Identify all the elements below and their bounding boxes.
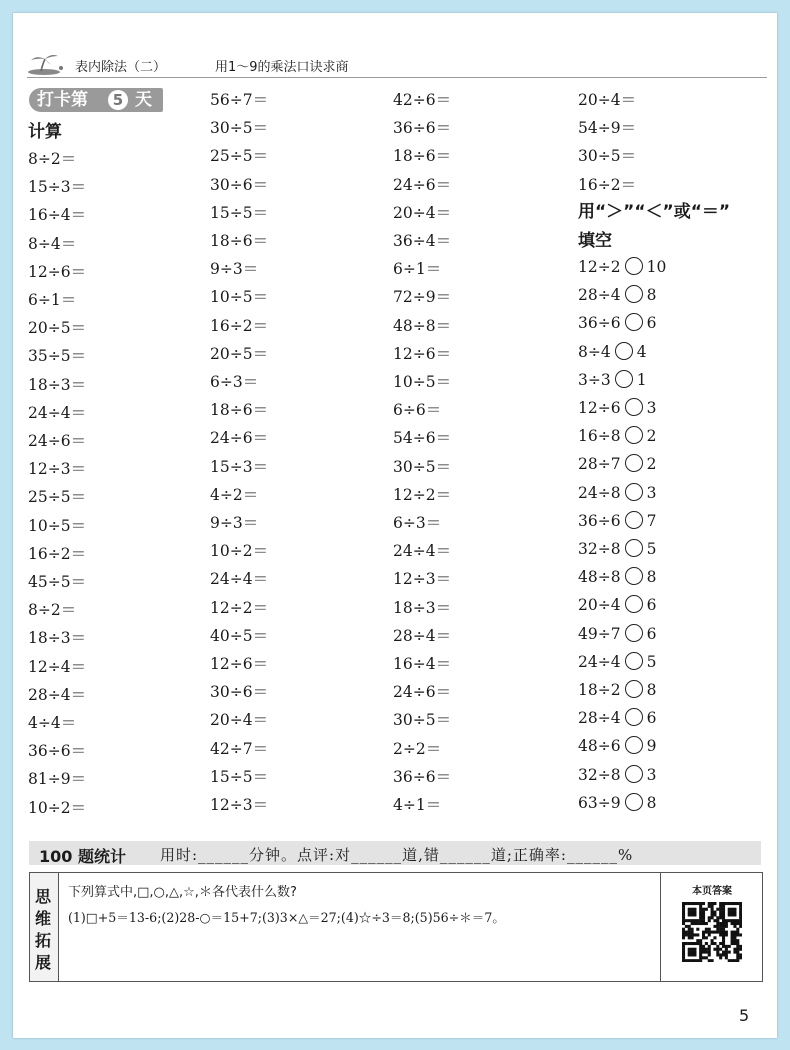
compare-problem <box>578 285 656 304</box>
problem: 56÷7＝ <box>210 91 269 109</box>
compare-right: 7 <box>646 511 657 530</box>
palm-island-logo-icon <box>27 53 65 75</box>
compare-problem <box>578 483 656 502</box>
problem: 16÷2＝ <box>578 175 637 194</box>
compare-right: 8 <box>646 568 657 587</box>
answer-circle[interactable] <box>625 454 643 472</box>
statistics-title: 100 题统计 <box>39 847 126 866</box>
problem: 18÷3＝ <box>28 375 87 394</box>
problem: 2÷2＝ <box>393 739 442 758</box>
compare-left: 32÷8 <box>578 540 621 558</box>
compare-right: 1 <box>636 370 647 389</box>
problem: 20÷5＝ <box>210 344 269 363</box>
problem: 20÷5＝ <box>28 319 87 338</box>
compare-right: 5 <box>646 652 657 671</box>
answer-circle[interactable] <box>625 285 643 303</box>
answer-circle[interactable] <box>625 624 643 642</box>
problem: 25÷5＝ <box>210 147 269 166</box>
compare-left: 8÷4 <box>578 342 611 361</box>
problem: 24÷6＝ <box>28 432 87 450</box>
badge-day-number: 5 <box>108 90 128 110</box>
compare-left: 32÷8 <box>578 765 621 784</box>
problem: 12÷3＝ <box>393 570 452 589</box>
badge-text-prefix: 打卡第 <box>37 90 88 110</box>
problem: 24÷4＝ <box>393 542 452 561</box>
problem: 12÷3＝ <box>28 460 87 479</box>
problem: 48÷8＝ <box>393 316 452 335</box>
problem: 42÷6＝ <box>393 91 452 109</box>
compare-left: 48÷8 <box>578 568 621 587</box>
problem: 10÷5＝ <box>28 516 87 535</box>
problem: 25÷5＝ <box>28 488 87 507</box>
compare-left: 24÷8 <box>578 483 621 502</box>
compare-right: 8 <box>646 286 657 305</box>
problem: 24÷6＝ <box>393 683 452 702</box>
thinking-equations: (1)□+5＝13-6;(2)28-○＝15+7;(3)3×△＝27;(4)☆÷3＝8;(5)56÷＊＝7。 <box>68 910 505 925</box>
compare-problem <box>578 680 656 699</box>
compare-right: 6 <box>646 596 657 615</box>
problem: 10÷2＝ <box>28 798 87 817</box>
problem: 12÷6＝ <box>210 655 269 673</box>
answer-circle[interactable] <box>625 793 643 811</box>
compare-left: 63÷9 <box>578 793 621 812</box>
compare-left: 12÷6 <box>578 399 621 417</box>
problem: 8÷2＝ <box>28 150 77 168</box>
compare-problem <box>578 652 656 671</box>
compare-problem <box>578 370 647 389</box>
problem: 4÷4＝ <box>28 714 77 732</box>
problem: 6÷1＝ <box>28 291 77 309</box>
answer-circle[interactable] <box>625 539 643 557</box>
answer-circle[interactable] <box>625 398 643 416</box>
problem: 4÷2＝ <box>210 485 259 504</box>
problem: 12÷2＝ <box>210 598 269 617</box>
compare-instruction-fill: 填空 <box>578 231 612 251</box>
problem: 24÷4＝ <box>28 403 87 422</box>
problem: 6÷1＝ <box>393 260 442 279</box>
answer-circle[interactable] <box>625 257 643 275</box>
problem: 10÷2＝ <box>210 542 269 561</box>
page-header <box>27 51 767 78</box>
compare-right: 3 <box>646 765 657 784</box>
compare-left: 48÷6 <box>578 737 621 756</box>
compare-right: 2 <box>646 455 657 474</box>
label-char: 思 <box>35 887 52 906</box>
thinking-extension-label <box>30 873 59 981</box>
compare-instruction: 用“＞”“＜”或“＝” <box>578 202 731 222</box>
column-1-heading: 计算 <box>28 122 62 142</box>
qr-code-icon[interactable] <box>682 902 742 962</box>
problem: 24÷6＝ <box>210 429 269 448</box>
problem: 20÷4＝ <box>578 91 637 109</box>
thinking-question: 下列算式中,□,○,△,☆,＊各代表什么数? <box>68 885 297 900</box>
problem: 18÷3＝ <box>393 598 452 617</box>
compare-problem <box>578 398 656 417</box>
compare-problem <box>578 342 647 361</box>
compare-right: 4 <box>636 342 647 361</box>
compare-right: 6 <box>646 624 657 643</box>
problem: 24÷4＝ <box>210 570 269 589</box>
answer-circle[interactable] <box>625 680 643 698</box>
problem: 16÷2＝ <box>28 544 87 563</box>
problem: 40÷5＝ <box>210 626 269 645</box>
label-char: 展 <box>35 953 52 972</box>
compare-right: 3 <box>646 483 657 502</box>
compare-right: 2 <box>646 427 657 446</box>
compare-problem <box>578 313 656 332</box>
problem: 12÷6＝ <box>28 262 87 281</box>
compare-left: 36÷6 <box>578 511 621 530</box>
problem: 9÷3＝ <box>210 514 259 532</box>
answer-circle[interactable] <box>625 313 643 331</box>
compare-right: 6 <box>646 314 657 333</box>
problem: 10÷5＝ <box>393 373 452 391</box>
problem: 18÷3＝ <box>28 629 87 648</box>
answer-circle[interactable] <box>625 708 643 726</box>
problem: 20÷4＝ <box>210 711 269 730</box>
compare-right: 5 <box>646 540 657 558</box>
problem: 6÷3＝ <box>210 373 259 391</box>
answer-circle[interactable] <box>625 595 643 613</box>
compare-right: 8 <box>646 681 657 699</box>
answer-circle[interactable] <box>615 370 633 388</box>
problem: 30÷5＝ <box>578 147 637 166</box>
compare-left: 24÷4 <box>578 652 621 671</box>
problem: 45÷5＝ <box>28 573 87 591</box>
label-char: 维 <box>35 909 52 928</box>
problem: 15÷3＝ <box>210 457 269 476</box>
worksheet-page <box>13 13 777 1038</box>
problem: 36÷6＝ <box>393 767 452 786</box>
compare-right: 6 <box>646 709 657 728</box>
compare-left: 49÷7 <box>578 624 621 643</box>
compare-problem <box>578 765 656 784</box>
statistics-bar <box>29 841 761 865</box>
problem: 6÷6＝ <box>393 401 442 420</box>
problem: 28÷4＝ <box>28 685 87 704</box>
problem: 81÷9＝ <box>28 770 87 789</box>
compare-left: 20÷4 <box>578 596 621 615</box>
answer-qr-box <box>660 873 763 981</box>
problem: 36÷4＝ <box>393 232 452 250</box>
compare-problem <box>578 539 656 558</box>
answer-circle[interactable] <box>625 765 643 783</box>
problem: 30÷5＝ <box>393 457 452 476</box>
page-number: 5 <box>739 1006 750 1025</box>
compare-left: 3÷3 <box>578 370 611 389</box>
day-badge <box>29 88 163 112</box>
compare-left: 28÷7 <box>578 455 621 474</box>
problem: 42÷7＝ <box>210 739 269 758</box>
problem: 18÷6＝ <box>393 147 452 166</box>
compare-left: 18÷2 <box>578 681 621 699</box>
compare-left: 28÷4 <box>578 709 621 728</box>
compare-problem <box>578 511 656 530</box>
problem: 8÷2＝ <box>28 601 77 620</box>
problem: 9÷3＝ <box>210 260 259 279</box>
problem: 4÷1＝ <box>393 796 442 814</box>
problem: 36÷6＝ <box>28 742 87 761</box>
problem: 12÷2＝ <box>393 485 452 504</box>
compare-right: 9 <box>646 737 657 756</box>
compare-left: 28÷4 <box>578 286 621 305</box>
problem: 36÷6＝ <box>393 119 452 138</box>
compare-left: 12÷2 <box>578 258 621 276</box>
problem: 24÷6＝ <box>393 175 452 194</box>
problem: 12÷4＝ <box>28 657 87 676</box>
problem: 16÷4＝ <box>393 655 452 673</box>
label-char: 拓 <box>35 931 52 950</box>
statistics-fields: 用时:______分钟。点评:对______道,错______道;正确率:______% <box>160 846 634 864</box>
compare-right: 10 <box>646 258 667 276</box>
answer-label: 本页答案 <box>692 886 732 897</box>
problem: 54÷6＝ <box>393 429 452 448</box>
problem: 15÷3＝ <box>28 178 87 197</box>
answer-circle[interactable] <box>625 736 643 754</box>
compare-problem <box>578 257 666 276</box>
thinking-extension-box <box>29 872 763 982</box>
compare-problem <box>578 595 656 614</box>
compare-problem <box>578 793 656 812</box>
problem: 30÷5＝ <box>393 711 452 730</box>
problem: 30÷6＝ <box>210 683 269 702</box>
compare-left: 36÷6 <box>578 314 621 333</box>
problem: 15÷5＝ <box>210 767 269 786</box>
problem: 20÷4＝ <box>393 203 452 222</box>
answer-circle[interactable] <box>615 342 633 360</box>
compare-problem <box>578 567 656 586</box>
problem: 35÷5＝ <box>28 347 87 366</box>
answer-circle[interactable] <box>625 426 643 444</box>
compare-left: 16÷8 <box>578 427 621 446</box>
answer-circle[interactable] <box>625 511 643 529</box>
problem: 15÷5＝ <box>210 203 269 222</box>
problem: 72÷9＝ <box>393 288 452 307</box>
problem: 54÷9＝ <box>578 119 637 138</box>
problem: 16÷4＝ <box>28 206 87 225</box>
problem: 12÷6＝ <box>393 344 452 363</box>
problem: 12÷3＝ <box>210 796 269 814</box>
chapter-subtitle: 用1～9的乘法口诀求商 <box>215 60 349 75</box>
problem: 16÷2＝ <box>210 316 269 335</box>
compare-right: 3 <box>646 399 657 417</box>
compare-problem <box>578 624 656 643</box>
compare-problem <box>578 426 656 445</box>
chapter-title: 表内除法（二） <box>75 60 167 75</box>
badge-text-suffix: 天 <box>135 90 152 110</box>
problem: 6÷3＝ <box>393 514 442 532</box>
problem: 28÷4＝ <box>393 626 452 645</box>
problem: 18÷6＝ <box>210 401 269 420</box>
compare-problem <box>578 708 656 727</box>
answer-circle[interactable] <box>625 483 643 501</box>
answer-circle[interactable] <box>625 652 643 670</box>
problem: 30÷6＝ <box>210 175 269 194</box>
answer-circle[interactable] <box>625 567 643 585</box>
compare-problem <box>578 736 656 755</box>
problem: 30÷5＝ <box>210 119 269 138</box>
compare-right: 8 <box>646 793 657 812</box>
problem: 8÷4＝ <box>28 234 77 253</box>
problem: 18÷6＝ <box>210 232 269 250</box>
compare-problem <box>578 454 656 473</box>
problem: 10÷5＝ <box>210 288 269 307</box>
